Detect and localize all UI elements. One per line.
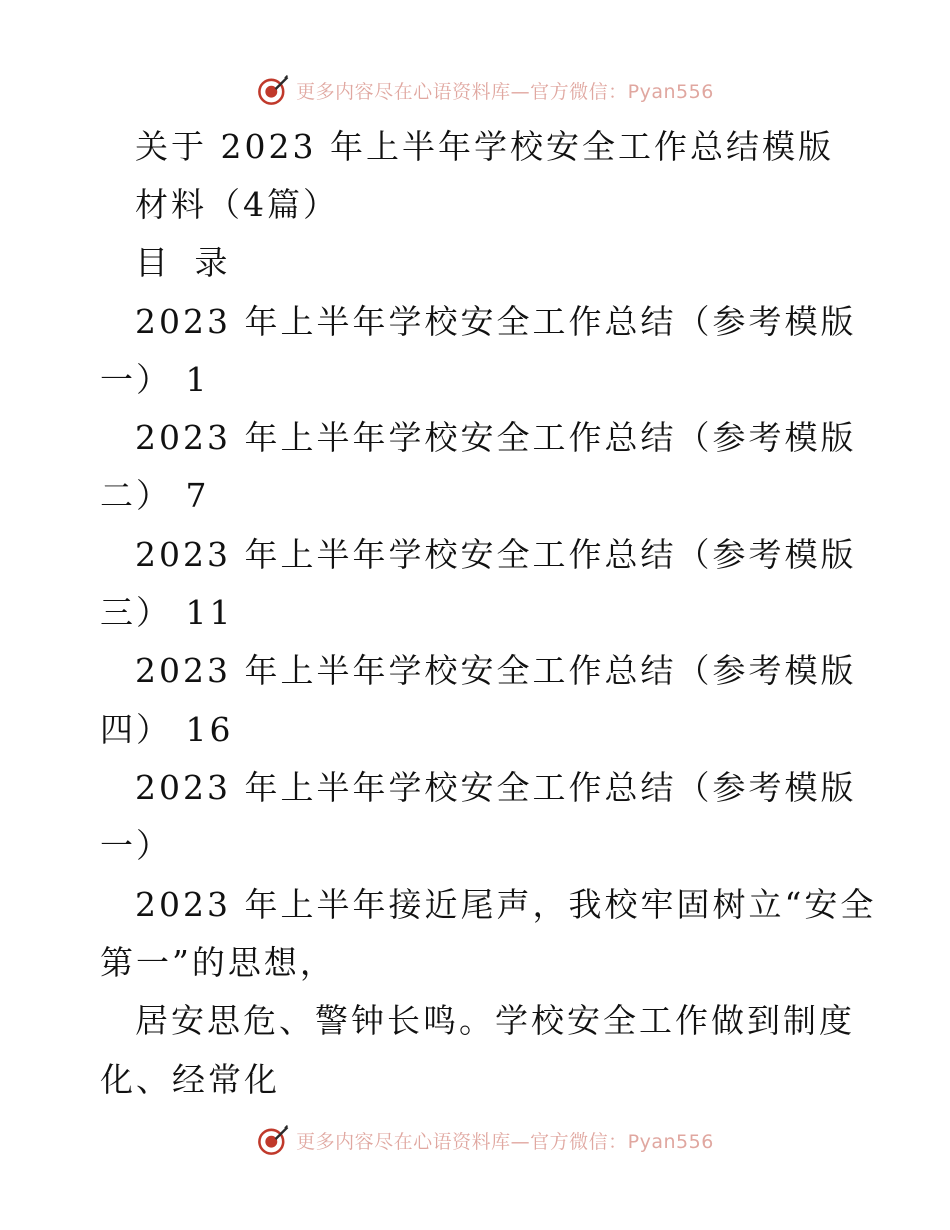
toc-entry-2-line1: 2023 年上半年学校安全工作总结（参考模版 [135, 418, 857, 457]
footer-watermark [0, 1120, 950, 1160]
body-paragraph-line2: 第一”的思想， [100, 943, 336, 982]
toc-entry-1-line1: 2023 年上半年学校安全工作总结（参考模版 [135, 302, 857, 341]
document-title-line2: 材料（4篇） [135, 185, 339, 224]
body-paragraph-line1: 2023 年上半年接近尾声，我校牢固树立“安全 [135, 885, 877, 924]
watermark-text: 更多内容尽在心语资料库—官方微信：Pyan556 [296, 1130, 714, 1153]
toc-entry-4-line2: 四） 16 [100, 710, 234, 749]
body-paragraph-line4: 化、经常化 [100, 1060, 280, 1099]
section-heading-line2: 一） [100, 826, 172, 865]
toc-entry-3-line1: 2023 年上半年学校安全工作总结（参考模版 [135, 535, 857, 574]
toc-entry-3-line2: 三） 11 [100, 593, 234, 632]
body-paragraph-line3: 居安思危、警钟长鸣。学校安全工作做到制度 [135, 1001, 855, 1040]
toc-entry-4-line1: 2023 年上半年学校安全工作总结（参考模版 [135, 651, 857, 690]
toc-heading: 目 录 [135, 243, 236, 282]
toc-entry-1-line2: 一） 1 [100, 360, 210, 399]
toc-entry-2-line2: 二） 7 [100, 476, 210, 515]
section-heading-line1: 2023 年上半年学校安全工作总结（参考模版 [135, 768, 857, 807]
pen-logo-icon [256, 1123, 290, 1157]
watermark-group [256, 1123, 714, 1157]
document-title-line1: 关于 2023 年上半年学校安全工作总结模版 [135, 127, 834, 166]
watermark-text: 更多内容尽在心语资料库—官方微信：Pyan556 [296, 80, 714, 103]
